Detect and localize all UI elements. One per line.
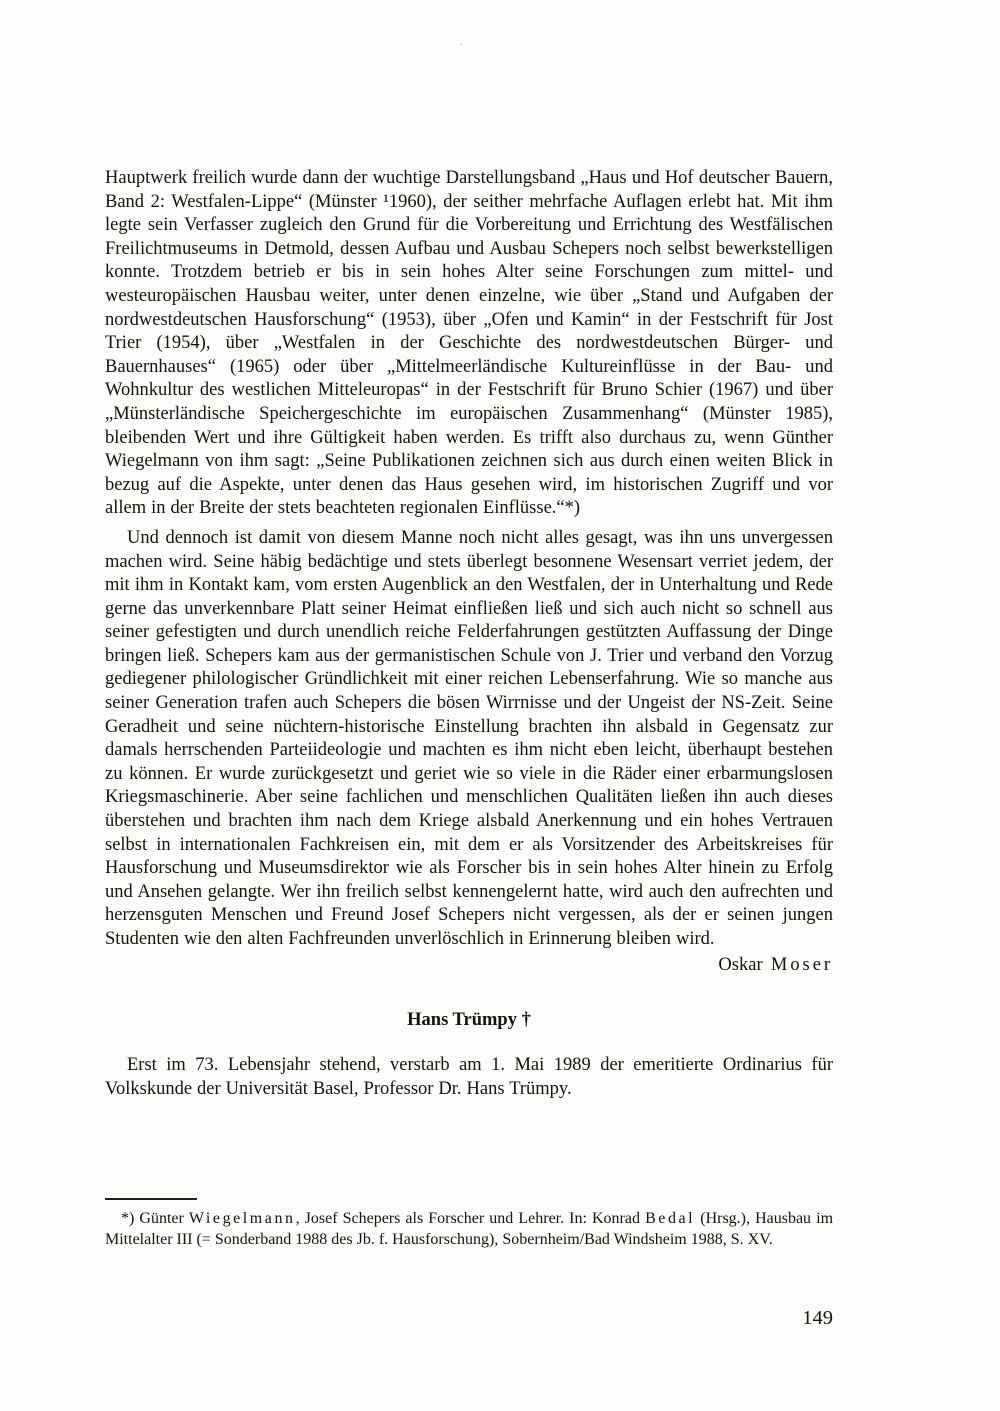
section-heading-hans-truempy: Hans Trümpy † <box>407 1010 531 1031</box>
paragraph-schepers-character: Und dennoch ist damit von diesem Manne noch nicht alles gesagt, was ihn uns unvergessen machen wird. Seine häbig bedächtige und stets überlegt besonnene Wesensart verriet jedem, der mit ihm in Kontakt kam, vom ersten Augenblick an den Westfalen, der in Unterhaltung und Rede gerne das unverkennbare Platt seiner Heimat einfließen ließ und sich auch nicht so schnell aus seiner gefestigten und durch unendlich reiche Felderfahrungen gestützten Auffassung der Dinge bringen ließ. Schepers kam aus der germanistischen Schule von J. Trier und verband den Vorzug gediegener philologischer Gründlichkeit mit einer reichen Lebenserfahrung. Wie so manche aus seiner Generation trafen auch Schepers die bösen Wirrnisse und der Ungeist der NS-Zeit. Seine Geradheit und seine nüchtern-historische Einstellung brachten ihn alsbald in Gegensatz zur damals herrschenden Parteiideologie und machten es ihm nicht eben leicht, überhaupt bestehen zu können. Er wurde zurückgesetzt und geriet wie so viele in die Räder einer erbarmungslosen Kriegsmaschinerie. Aber seine fachlichen und menschlichen Qualitäten ließen ihn auch dieses überstehen und brachten ihm nach dem Kriege alsbald Anerkennung und ein hohes Vertrauen selbst in internationalen Fachkreisen ein, mit dem er als Vorsitzender des Arbeitskreises für Hausforschung und Museumsdirektor wie als Forscher bis in sein hohes Alter hinein zu Erfolg und Ansehen gelangte. Wer ihn freilich selbst kennengelernt hatte, wird auch den aufrechten und herzensguten Menschen und Freund Josef Schepers nicht vergessen, als der er seinen jungen Studenten wie den alten Fachfreunden unverlöschlich in Erinnerung bleiben wird. <box>105 527 833 949</box>
footnote-part-lead: *) Günter <box>121 1210 189 1227</box>
page-number: 149 <box>802 1307 833 1329</box>
paragraph-truempy-intro: Erst im 73. Lebensjahr stehend, verstarb am 1. Mai 1989 der emeritierte Ordinarius für Volkskunde der Universität Basel, Professor Dr. Hans Trümpy. <box>105 1055 833 1099</box>
author-last-name: Moser <box>770 954 833 975</box>
author-signature <box>105 954 833 978</box>
scan-artifact-dot: · <box>459 37 463 51</box>
text-column <box>105 167 833 1101</box>
footnote-name-bedal: Bedal <box>645 1210 696 1227</box>
footnote-part-tail: (Hrsg.), Hausbau im Mittelalter III (= Sonderband 1988 des Jb. f. Hausforschung), Sobernheim/Bad Windsheim 1988, S. XV. <box>105 1210 834 1248</box>
footnote-name-wiegelmann: Wiegelmann <box>188 1210 296 1227</box>
author-first-name: Oskar <box>718 954 763 975</box>
footnote-part-middle: , Josef Schepers als Forscher und Lehrer. In: Konrad <box>295 1210 646 1227</box>
paragraph-schepers-works: Hauptwerk freilich wurde dann der wuchtige Darstellungsband „Haus und Hof deutscher Bauern, Band 2: Westfalen-Lippe“ (Münster ¹1960), der seither mehrfache Auflagen erlebt hat. Mit ihm legte sein Verfasser zugleich den Grund für die Vorbereitung und Errichtung des Westfälischen Freilichtmuseums in Detmold, dessen Aufbau und Ausbau Schepers noch selbst bewerkstelligen konnte. Trotzdem betrieb er bis in sein hohes Alter seine Forschungen zum mittel- und westeuropäischen Hausbau weiter, unter denen einzelne, wie über „Stand und Aufgaben der nordwestdeutschen Hausforschung“ (1953), über „Ofen und Kamin“ in der Festschrift für Jost Trier (1954), über „Westfalen in der Geschichte des nordwestdeutschen Bürger- und Bauernhauses“ (1965) oder über „Mittelmeerländische Kultureinflüsse in der Bau- und Wohnkultur des westlichen Mitteleuropas“ in der Festschrift für Bruno Schier (1967) und über „Münsterländische Speichergeschichte im europäischen Zusammenhang“ (Münster 1985), bleibenden Wert und ihre Gültigkeit haben werden. Es trifft also durchaus zu, wenn Günther Wiegelmann von ihm sagt: „Seine Publikationen zeichnen sich aus durch einen weiten Blick in bezug auf die Aspekte, unter denen das Haus gesehen wird, im historischen Zugriff und vor allem in der Breite der stets beachteten regionalen Einflüsse.“*) <box>105 168 833 519</box>
footnote-text <box>105 1209 833 1250</box>
footnote-separator-rule <box>105 1198 197 1200</box>
footnote-area <box>105 1198 833 1250</box>
